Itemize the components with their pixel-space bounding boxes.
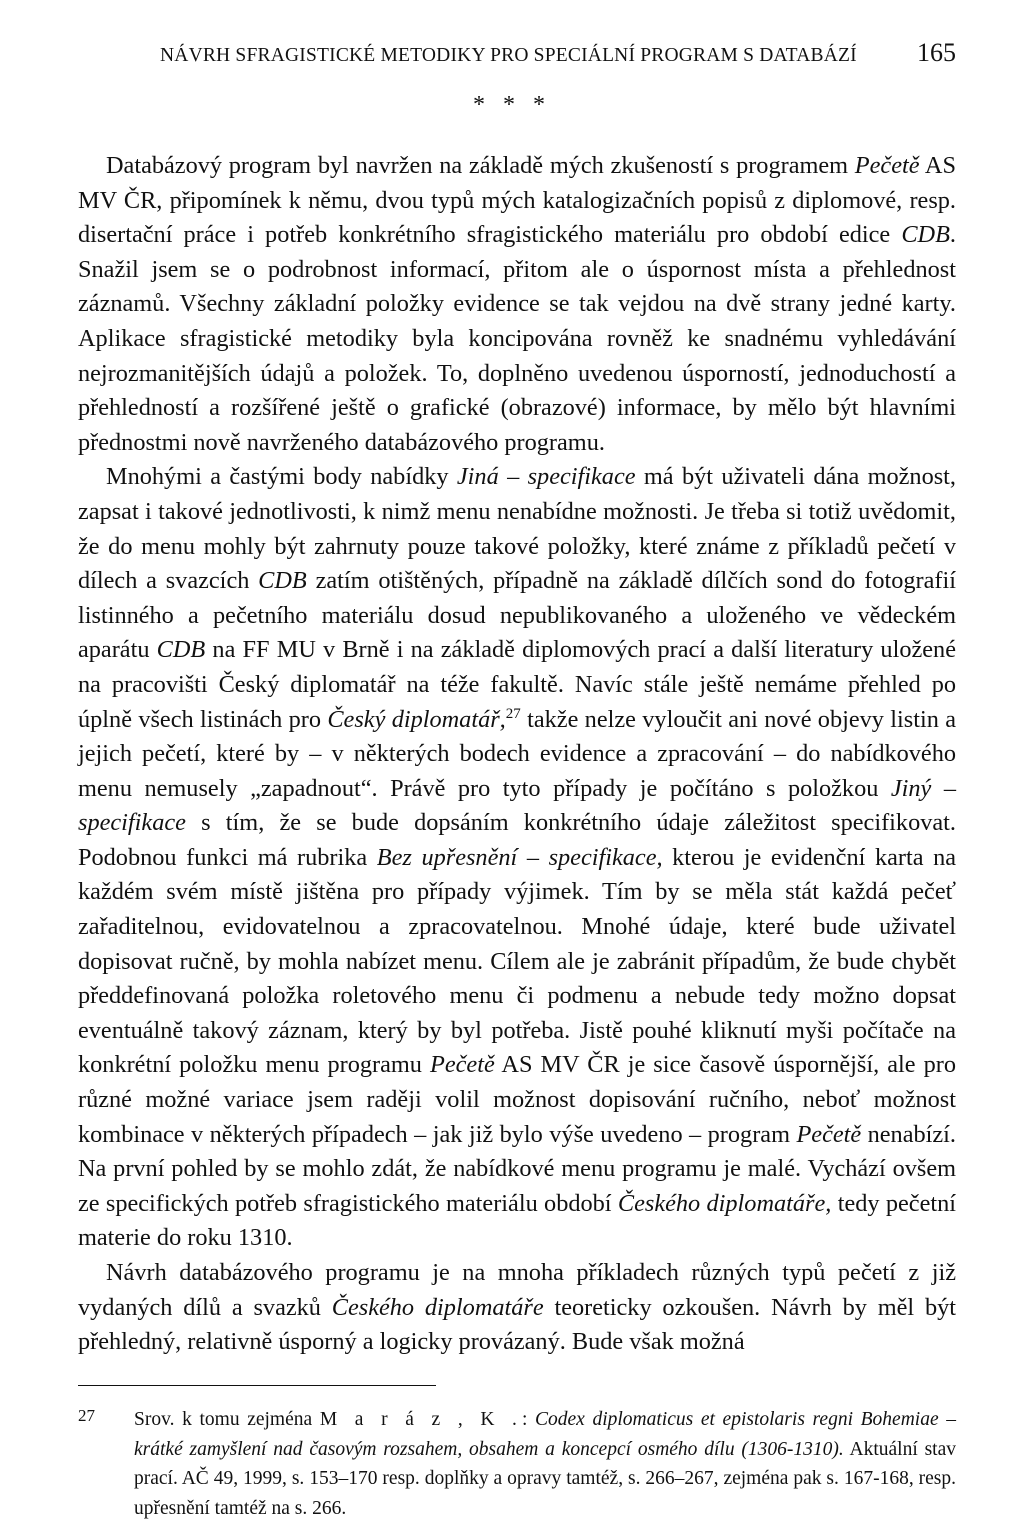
paragraph-2 xyxy=(78,460,956,1256)
italic-term: Českého diplomatáře, xyxy=(617,1189,832,1217)
running-title: NÁVRH SFRAGISTICKÉ METODIKY PRO SPECIÁLNÍ PROGRAM S DATABÁZÍ xyxy=(160,45,857,66)
footnote-number: 27 xyxy=(78,1406,95,1425)
text-span: Návrh databázového programu je na mnoha příkladech různých typů pečetí z již vydaných dílů a svazků xyxy=(78,1259,956,1321)
paragraph-1 xyxy=(78,149,956,460)
text-span: Srov. k tomu zejména xyxy=(134,1409,320,1430)
text-span: kterou je evidenční karta na každém svém místě jištěna pro případy výjimek. Tím by se měla stát každá pečeť zařaditelnou, evidovatelnou a zpracovatelnou. Mnohé údaje, které bude uživatel dopisovat ručně, by mohla nabízet menu. Cílem ale je zabránit případům, že bude chybět předdefinovaná položka roletového menu či podmenu a nebude tedy možno dopsat eventuálně takový záznam, který by byl potřeba. Jistě pouhé kliknutí myši počítače na konkrétní položku menu programu xyxy=(78,843,957,1079)
text-span: Mnohými a častými body nabídky xyxy=(106,463,457,491)
page-number: 165 xyxy=(917,38,956,67)
text-span: . Snažil jsem se o podrobnost informací, přitom ale o úspornost místa a přehlednost záznamů. Všechny základní položky evidence se tak vejdou na dvě strany jedné karty. Aplikace sfragistické metodiky byla koncipována rovněž ke snadnému vyhledávání nejrozmanitějších údajů a položek. To, doplněno uvedenou úsporností, jednoduchostí a přehledností a rozšířené ještě o grafické (obrazové) informace, by mělo být hlavními přednostmi nově navrženého databázového programu. xyxy=(78,221,956,456)
text-span: Databázový program byl navržen na základě mých zkušeností s programem xyxy=(106,152,855,179)
text-span: takže nelze vyloučit ani nové objevy listin a jejich pečetí, které by – v některých bodech evidence a zpracování – do nabídkového menu nemusely „zapadnout“. Právě pro tyto případy je počítáno s položkou xyxy=(78,705,956,802)
footnote-divider xyxy=(78,1385,436,1386)
text-span: Aktuální stav prací. AČ 49, 1999, s. 153–170 resp. doplňky a opravy tamtéž, s. 266–267, zejména pak s. 167-168, resp. upřesnění tamtéž na s. 266. xyxy=(134,1438,956,1519)
italic-term: Českého diplomatáře xyxy=(331,1293,544,1321)
italic-term: Český diplomatář, xyxy=(327,705,506,733)
paragraph-3 xyxy=(78,1256,956,1360)
italic-term: Pečetě xyxy=(430,1051,495,1079)
italic-term: Bez upřesnění – specifikace, xyxy=(376,843,663,871)
italic-term: Jiný – specifikace xyxy=(78,774,956,837)
main-text xyxy=(78,149,956,1360)
italic-term: Pečetě xyxy=(796,1120,862,1148)
italic-term: Pečetě xyxy=(854,152,920,179)
text-span: AS MV ČR je sice časově úspornější, ale pro různé možné variace jsem raději volil možnost dopisování ručního, neboť možnost kombinace v některých případech – jak již bylo výše uvedeno – program xyxy=(78,1051,956,1148)
text-span: teoreticky ozkoušen. Návrh by měl být přehledný, relativně úsporný a logicky provázaný. Bude však možná xyxy=(78,1293,956,1356)
italic-term: CDB xyxy=(156,636,206,664)
text-span: s tím, že se bude dopsáním konkrétního údaje záležitost specifikovat. Podobnou funkci má rubrika xyxy=(78,809,956,871)
text-span: AS MV ČR, připomínek k němu, dvou typů mých katalogizačních popisů z diplomové, resp. disertační práce i potřeb konkrétního sfragistického materiálu pro období edice xyxy=(78,152,956,249)
italic-term: CDB xyxy=(901,221,950,249)
footnote-text xyxy=(134,1405,956,1523)
italic-term: CDB xyxy=(258,567,307,595)
text-span: na FF MU v Brně i na základě diplomových prací a další literatury uložené na pracovišti Český diplomatář na téže fakultě. Navíc stále ještě nemáme přehled po úplně všech listinách pro xyxy=(78,636,956,733)
running-header xyxy=(160,38,956,68)
text-span: nenabízí. Na první pohled by se mohlo zdát, že nabídkové menu programu je malé. Vychází ovšem ze specifických potřeb sfragistického materiálu období xyxy=(78,1120,957,1217)
author-name: M a r á z , K . xyxy=(319,1409,522,1430)
italic-title: Codex diplomaticus et epistolaris regni Bohemiae – krátké zamyšlení nad časovým rozsahem, obsahem a koncepcí osmého dílu (1306-1310). xyxy=(134,1409,956,1460)
italic-term: Jiná – specifikace xyxy=(456,463,636,491)
section-separator: * * * xyxy=(473,92,551,118)
text-span: tedy pečetní materie do roku 1310. xyxy=(78,1189,956,1252)
footnote-27 xyxy=(78,1405,956,1523)
text-span: : xyxy=(521,1409,535,1430)
footnote-ref: 27 xyxy=(505,705,521,722)
text-span: má být uživateli dána možnost, zapsat i takové jednotlivosti, k nimž menu nenabídne možnosti. Je třeba si totiž uvědomit, že do menu mohly být zahrnuty pouze takové položky, které známe z příkladů pečetí v dílech a svazcích xyxy=(78,463,956,595)
text-span: zatím otištěných, případně na základě dílčích sond do fotografií listinného a pečetního materiálu dosud nepublikovaného a uloženého ve vědeckém aparátu xyxy=(78,567,956,664)
